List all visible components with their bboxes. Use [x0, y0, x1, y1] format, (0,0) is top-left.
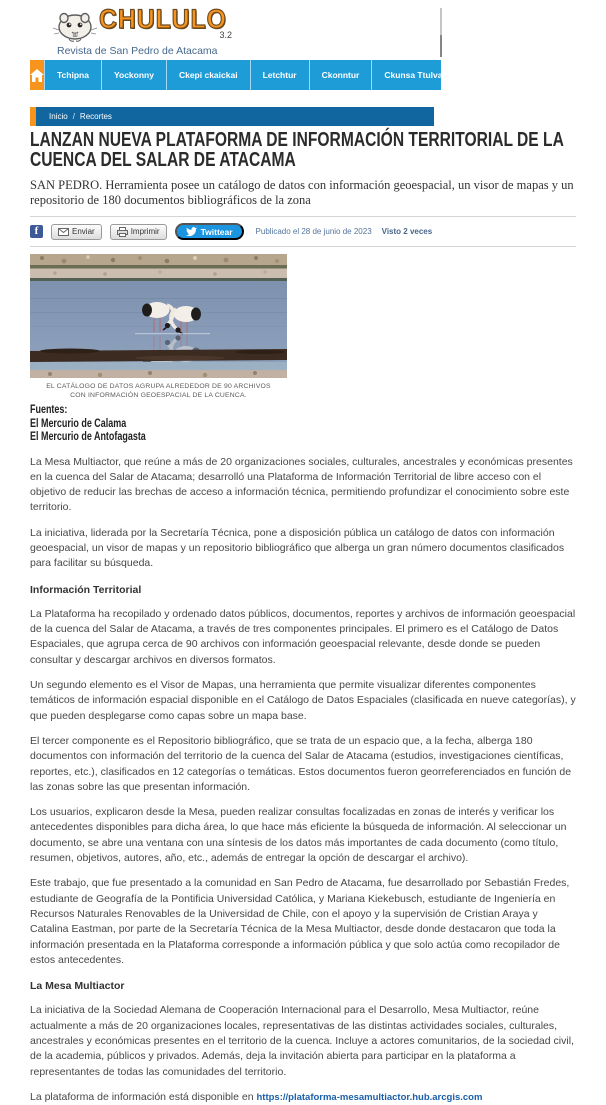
article-paragraph: Los usuarios, explicaron desde la Mesa, pueden realizar consultas focalizadas en zonas de interés y verificar los antecedentes disponibles para dicha área, lo que hace más eficiente la búsqueda de información. Al seleccionar un documento, se abre una ventana con una síntesis de los datos más importantes de cada documento (como título, resumen, objetivos, autores, año, etc., además de entregar la opción de descargar el archivo). — [30, 806, 567, 865]
platform-link[interactable]: https://plataforma-mesamultiactor.hub.arcgis.com — [256, 1091, 483, 1103]
main-nav — [30, 60, 441, 90]
breadcrumb-item-recortes[interactable]: Recortes — [79, 112, 112, 121]
sources-block — [30, 252, 576, 445]
article-body-blocks — [30, 455, 576, 1080]
nav-item-tchipna[interactable]: Tchipna — [44, 60, 101, 90]
enviar-label: Enviar — [72, 227, 95, 236]
article-paragraph: El tercer componente es el Repositorio bibliográfico, que se trata de un espacio que, a la fecha, alberga 180 documentos con información del territorio de la cuenca del Salar de Atacama (estudios, investigaciones científicas, reportes, etc.), clasificados en 12 categorías o temáticas. Estos documentos fueron georreferenciados en función de las zonas sobre las que presentan información. — [30, 734, 572, 793]
availability-line — [30, 1090, 576, 1105]
twittear-button[interactable] — [175, 223, 244, 240]
article-paragraph: La Plataforma ha recopilado y ordenado datos públicos, documentos, reportes y archivos de información geoespacial de la cuenca del Salar de Atacama, a través de tres componentes principales. El primero es el Catálogo de Datos Espaciales, que agrupa cerca de 90 archivos con información geoespacial relevante, desde donde se pueden consultar y descargar archivos en diversos formatos. — [30, 607, 576, 666]
logo-version: 3.2 — [219, 30, 232, 40]
article-paragraph: Este trabajo, que fue presentado a la comunidad en San Pedro de Atacama, fue desarrollado por Sebastián Fredes, estudiante de Geografía de la Pontificia Universidad Católica, y Mariana Kiekebusch, estudiante de Ingeniería en Recursos Naturales Renovables de la Universidad de Chile, con el apoyo y la supervisión de Cristian Araya y Catalina Eastman, por parte de la Secretaría Técnica de la Mesa Multiactor, desde donde destacaron que toda la información presentada en la Plataforma corresponde a información pública y que solo actúa como recopilador de estos antecedentes. — [30, 877, 570, 966]
chululo-rodent-icon — [55, 10, 95, 44]
scrollbar-fragment[interactable] — [440, 8, 442, 57]
breadcrumb-item-inicio[interactable]: Inicio — [49, 112, 68, 121]
published-date: Publicado el 28 de junio de 2023 — [255, 227, 372, 236]
social-toolbar — [30, 217, 576, 246]
article-subtitle: SAN PEDRO. Herramienta posee un catálogo de datos con información geoespacial, un visor de mapas y un repositorio de 180 documentos bibliográficos de la zona — [30, 178, 574, 207]
printer-icon — [117, 227, 128, 237]
section-heading: Información Territorial — [30, 583, 142, 596]
twitter-bird-icon — [186, 227, 197, 236]
nav-item-ckepi-ckaickai[interactable]: Ckepi ckaickai — [166, 60, 250, 90]
article-paragraph: La iniciativa, liderada por la Secretaría Técnica, pone a disposición pública un catálogo de datos con información geoespacial, un visor de mapas y un repositorio bibliográfico que alberga un gran número documentos clasificados para facilitar su búsqueda. — [30, 526, 565, 570]
nav-items — [44, 60, 454, 90]
source-item: El Mercurio de Calama — [30, 417, 127, 430]
site-logo[interactable] — [55, 4, 238, 58]
imprimir-button[interactable] — [110, 224, 167, 240]
view-count: Visto 2 veces — [381, 227, 433, 236]
article — [30, 131, 576, 1105]
divider-bottom — [30, 246, 576, 247]
nav-item-ckonntur[interactable]: Ckonntur — [309, 60, 372, 90]
article-paragraph: La iniciativa de la Sociedad Alemana de Cooperación Internacional para el Desarrollo, Mesa Multiactor, reúne actualmente a más de 20 organizaciones locales, representativas de las distintas actividades sociales, culturales, ancestrales y económicas presentes en el territorio de la cuenca. Incluye a actores comunitarios, de la sociedad civil, de la academia, públicos y privados. Además, deja la invitación abierta para participar en la plataforma a representantes de todas las comunidades del territorio. — [30, 1004, 574, 1078]
nav-item-letchtur[interactable]: Letchtur — [250, 60, 309, 90]
logo-title: CHULULO — [99, 4, 227, 34]
sources-label: Fuentes: — [30, 404, 68, 416]
facebook-icon: f — [34, 225, 39, 237]
logo-tagline: Revista de San Pedro de Atacama — [57, 45, 218, 57]
enviar-button[interactable] — [51, 224, 102, 240]
breadcrumb — [30, 107, 434, 126]
nav-item-yockonny[interactable]: Yockonny — [101, 60, 166, 90]
source-item: El Mercurio de Antofagasta — [30, 431, 146, 443]
photo-caption: EL CATÁLOGO DE DATOS AGRUPA ALREDEDOR DE 90 ARCHIVOS CON INFORMACIÓN GEOESPACIAL DE LA CUENCA. — [46, 383, 271, 399]
envelope-icon — [58, 228, 69, 236]
article-paragraph: Un segundo elemento es el Visor de Mapas, una herramienta que permite visualizar diferentes componentes temáticos de información espacial disponible en el Catálogo de Datos Espaciales (clasificada en nueve categorías), y que pueden desplegarse como capas sobre un mapa base. — [30, 679, 576, 722]
page-title: LANZAN NUEVA PLATAFORMA DE INFORMACIÓN TERRITORIAL DE LA CUENCA DEL SALAR DE ATACAMA — [30, 129, 564, 171]
article-paragraph: La Mesa Multiactor, que reúne a más de 20 organizaciones sociales, culturales, ancestrales y económicas presentes en la cuenca del Salar de Atacama; desarrolló una Plataforma de Información Territorial de libre acceso con el objetivo de reducir las brechas de acceso a información técnica, permitiendo profundizar el conocimiento sobre este territorio. — [30, 455, 573, 514]
availability-text: La plataforma de información está disponible en — [30, 1090, 254, 1103]
nav-item-ckunsa-ttulva[interactable]: Ckunsa Ttulva — [371, 60, 454, 90]
home-icon — [30, 69, 44, 82]
breadcrumb-separator: / — [72, 112, 75, 121]
nav-home-button[interactable] — [30, 60, 44, 90]
imprimir-label: Imprimir — [130, 227, 160, 236]
twittear-label: Twittear — [200, 226, 233, 237]
section-heading: La Mesa Multiactor — [30, 980, 125, 993]
article-content — [30, 252, 576, 1105]
facebook-share-button[interactable] — [30, 225, 43, 238]
